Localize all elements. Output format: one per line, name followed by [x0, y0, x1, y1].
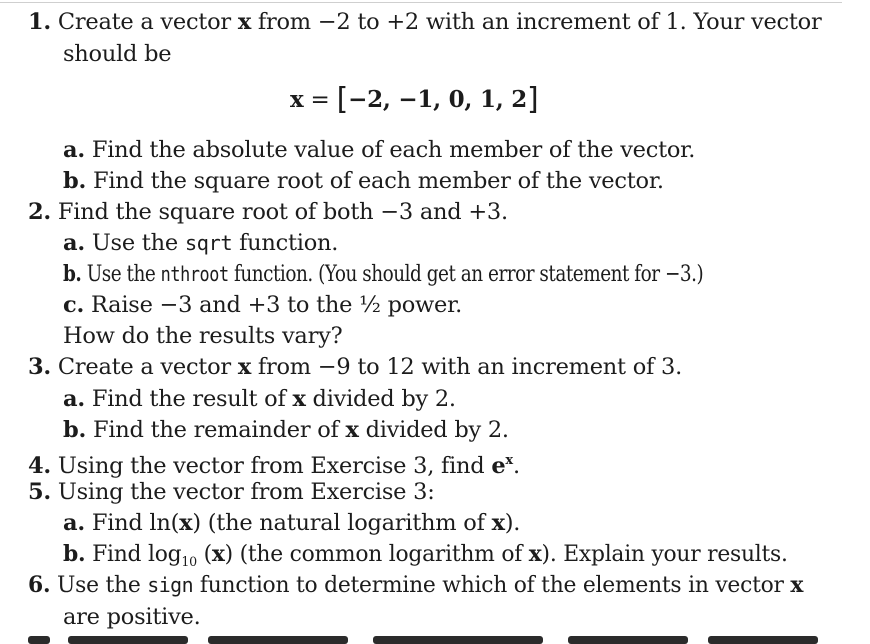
- vector-equation: [290, 82, 539, 117]
- exercise-6-line-1: [28, 571, 827, 599]
- exercise-2a: [63, 229, 338, 257]
- part-text: Find the absolute value of each member of the vector.: [91, 137, 696, 163]
- vector-x: x: [237, 354, 251, 380]
- part-letter: a.: [63, 137, 85, 163]
- exercise-6-text-a: Use the: [57, 572, 148, 598]
- part-text-a: Use the: [86, 261, 161, 287]
- exercise-1b: [63, 167, 664, 195]
- part-text-a: Find log: [92, 541, 182, 567]
- code-sqrt: sqrt: [184, 231, 233, 255]
- vector-x: x: [790, 572, 804, 598]
- exercise-2-number: 2.: [28, 199, 51, 225]
- exercise-6-condensed: [28, 571, 803, 599]
- part-text-a: Use the: [91, 230, 185, 256]
- exercise-2-question: How do the results vary?: [63, 323, 343, 349]
- part-letter: a.: [63, 510, 85, 536]
- part-text-b: divided by 2.: [358, 417, 509, 443]
- code-nthroot: nthroot: [160, 262, 229, 286]
- part-letter: a.: [63, 386, 85, 412]
- part-letter: b.: [63, 541, 86, 567]
- part-text: Find the square root of each member of the vector.: [92, 168, 664, 194]
- vector-x: x: [491, 510, 505, 536]
- part-text-d: ). Explain your results.: [541, 541, 788, 567]
- close-bracket: ]: [526, 82, 539, 117]
- exercise-5-number: 5.: [28, 479, 51, 505]
- exercise-1-number: 1.: [28, 9, 51, 35]
- part-text: Raise −3 and +3 to the ½ power.: [90, 292, 463, 318]
- part-letter: b.: [63, 168, 87, 194]
- exp-base: e: [491, 453, 506, 479]
- equation-lhs: x: [290, 86, 304, 113]
- part-text-b: function.: [232, 230, 339, 256]
- part-text-a: Find the remainder of: [92, 417, 346, 443]
- top-rule: [0, 2, 842, 3]
- vector-x: x: [528, 541, 542, 567]
- open-bracket: [: [336, 82, 349, 117]
- exercise-5a: [63, 509, 520, 537]
- part-letter: b.: [63, 261, 82, 287]
- exercise-6-text-b: function to determine which of the elements in vector: [193, 572, 791, 598]
- vector-x: x: [211, 541, 225, 567]
- exercise-3-text-b: from −9 to 12 with an increment of 3.: [250, 354, 682, 380]
- exercise-2b-condensed: [63, 260, 703, 288]
- exercise-4-period: .: [512, 453, 520, 479]
- exercise-4-number: 4.: [28, 453, 51, 479]
- exercise-1-text-a: Create a vector: [57, 9, 238, 35]
- vector-x: x: [345, 417, 359, 443]
- exercise-3-text-a: Create a vector: [57, 354, 238, 380]
- exercise-1-line-1: [28, 8, 822, 36]
- part-text-b: ) (the natural logarithm of: [192, 510, 492, 536]
- exercise-2b: [63, 260, 844, 288]
- exercise-6-number: 6.: [28, 572, 51, 598]
- part-text-b: (: [196, 541, 212, 567]
- exercise-1a: [63, 136, 695, 164]
- exercise-5-line: [28, 478, 435, 506]
- exercise-3-number: 3.: [28, 354, 51, 380]
- part-text-b: divided by 2.: [305, 386, 456, 412]
- part-letter: c.: [63, 292, 85, 318]
- exp-superscript: x: [505, 453, 513, 468]
- code-sign: sign: [147, 573, 194, 597]
- exercise-2c: [63, 291, 462, 319]
- exercise-3-line: [28, 353, 682, 381]
- part-text-a: Find the result of: [91, 386, 293, 412]
- part-text-a: Find ln(: [91, 510, 180, 536]
- equation-values: −2, −1, 0, 1, 2: [348, 86, 527, 113]
- exercise-3b: [63, 416, 509, 444]
- cropped-next-line: [28, 630, 828, 644]
- log-subscript: 10: [181, 555, 197, 570]
- vector-x: x: [237, 9, 251, 35]
- exercise-6-line-2: are positive.: [63, 604, 201, 630]
- part-letter: a.: [63, 230, 85, 256]
- exercise-4-line: [28, 447, 520, 480]
- exercise-1-line-2: should be: [63, 41, 172, 67]
- vector-x: x: [179, 510, 193, 536]
- exercise-2-line: [28, 198, 508, 226]
- exercise-5-text: Using the vector from Exercise 3:: [57, 479, 435, 505]
- part-text-c: ).: [504, 510, 521, 536]
- part-letter: b.: [63, 417, 87, 443]
- exercise-1-text-b: from −2 to +2 with an increment of 1. Your vector: [250, 9, 822, 35]
- part-text-b: function. (You should get an error statement for −3.): [228, 261, 704, 287]
- vector-x: x: [292, 386, 306, 412]
- exercise-4-text: Using the vector from Exercise 3, find: [57, 453, 492, 479]
- exercise-2-text: Find the square root of both −3 and +3.: [57, 199, 508, 225]
- part-text-c: ) (the common logarithm of: [224, 541, 529, 567]
- equation-equals: =: [303, 87, 337, 113]
- exercise-3a: [63, 385, 456, 413]
